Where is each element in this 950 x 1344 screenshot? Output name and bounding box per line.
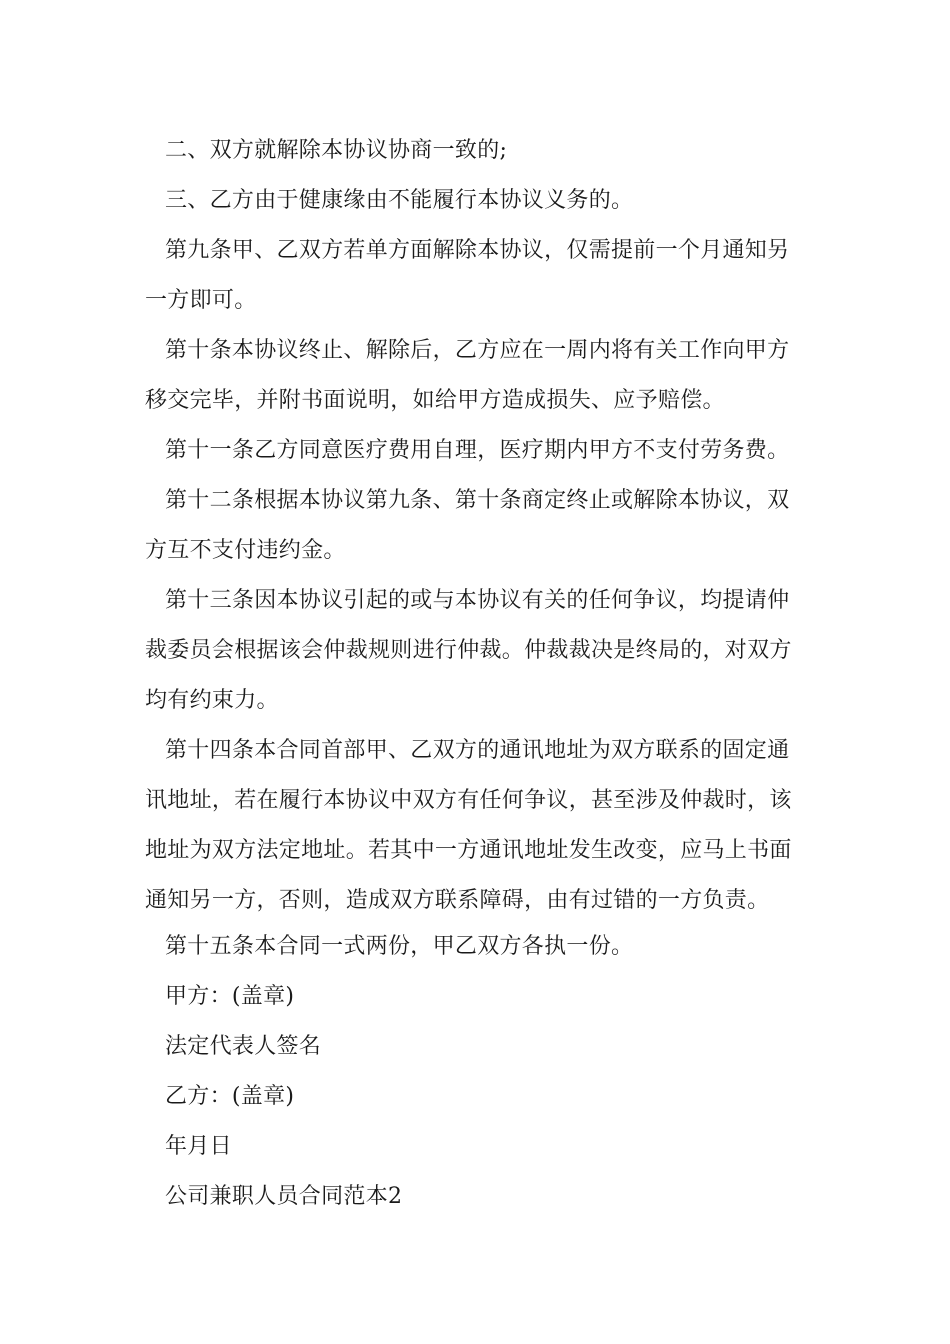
paragraph-line: 二、双方就解除本协议协商一致的; <box>165 138 508 163</box>
paragraph-line: 一方即可。 <box>145 288 257 313</box>
paragraph-line: 三、乙方由于健康缘由不能履行本协议义务的。 <box>165 188 634 213</box>
paragraph-line: 通知另一方，否则，造成双方联系障碍，由有过错的一方负责。 <box>145 888 770 913</box>
paragraph-line: 第十条本协议终止、解除后，乙方应在一周内将有关工作向甲方 <box>165 338 790 363</box>
paragraph-line: 均有约束力。 <box>145 688 279 713</box>
paragraph-line: 第九条甲、乙双方若单方面解除本协议，仅需提前一个月通知另 <box>165 238 790 263</box>
next-document-title: 公司兼职人员合同范本2 <box>165 1184 403 1209</box>
paragraph-line: 第十二条根据本协议第九条、第十条商定终止或解除本协议，双 <box>165 488 790 513</box>
signature-party-b: 乙方：(盖章) <box>165 1084 295 1109</box>
paragraph-line: 第十五条本合同一式两份，甲乙双方各执一份。 <box>165 934 634 959</box>
paragraph-line: 第十四条本合同首部甲、乙双方的通讯地址为双方联系的固定通 <box>165 738 790 763</box>
paragraph-line: 裁委员会根据该会仲裁规则进行仲裁。仲裁裁决是终局的，对双方 <box>145 638 792 663</box>
signature-date: 年月日 <box>165 1134 232 1159</box>
signature-legal-representative: 法定代表人签名 <box>165 1034 322 1059</box>
paragraph-line: 移交完毕，并附书面说明，如给甲方造成损失、应予赔偿。 <box>145 388 725 413</box>
paragraph-line: 讯地址，若在履行本协议中双方有任何争议，甚至涉及仲裁时，该 <box>145 788 792 813</box>
paragraph-line: 第十三条因本协议引起的或与本协议有关的任何争议，均提请仲 <box>165 588 790 613</box>
paragraph-line: 第十一条乙方同意医疗费用自理，医疗期内甲方不支付劳务费。 <box>165 438 790 463</box>
paragraph-line: 方互不支付违约金。 <box>145 538 346 563</box>
signature-party-a: 甲方：(盖章) <box>165 984 295 1009</box>
paragraph-line: 地址为双方法定地址。若其中一方通讯地址发生改变，应马上书面 <box>145 838 792 863</box>
